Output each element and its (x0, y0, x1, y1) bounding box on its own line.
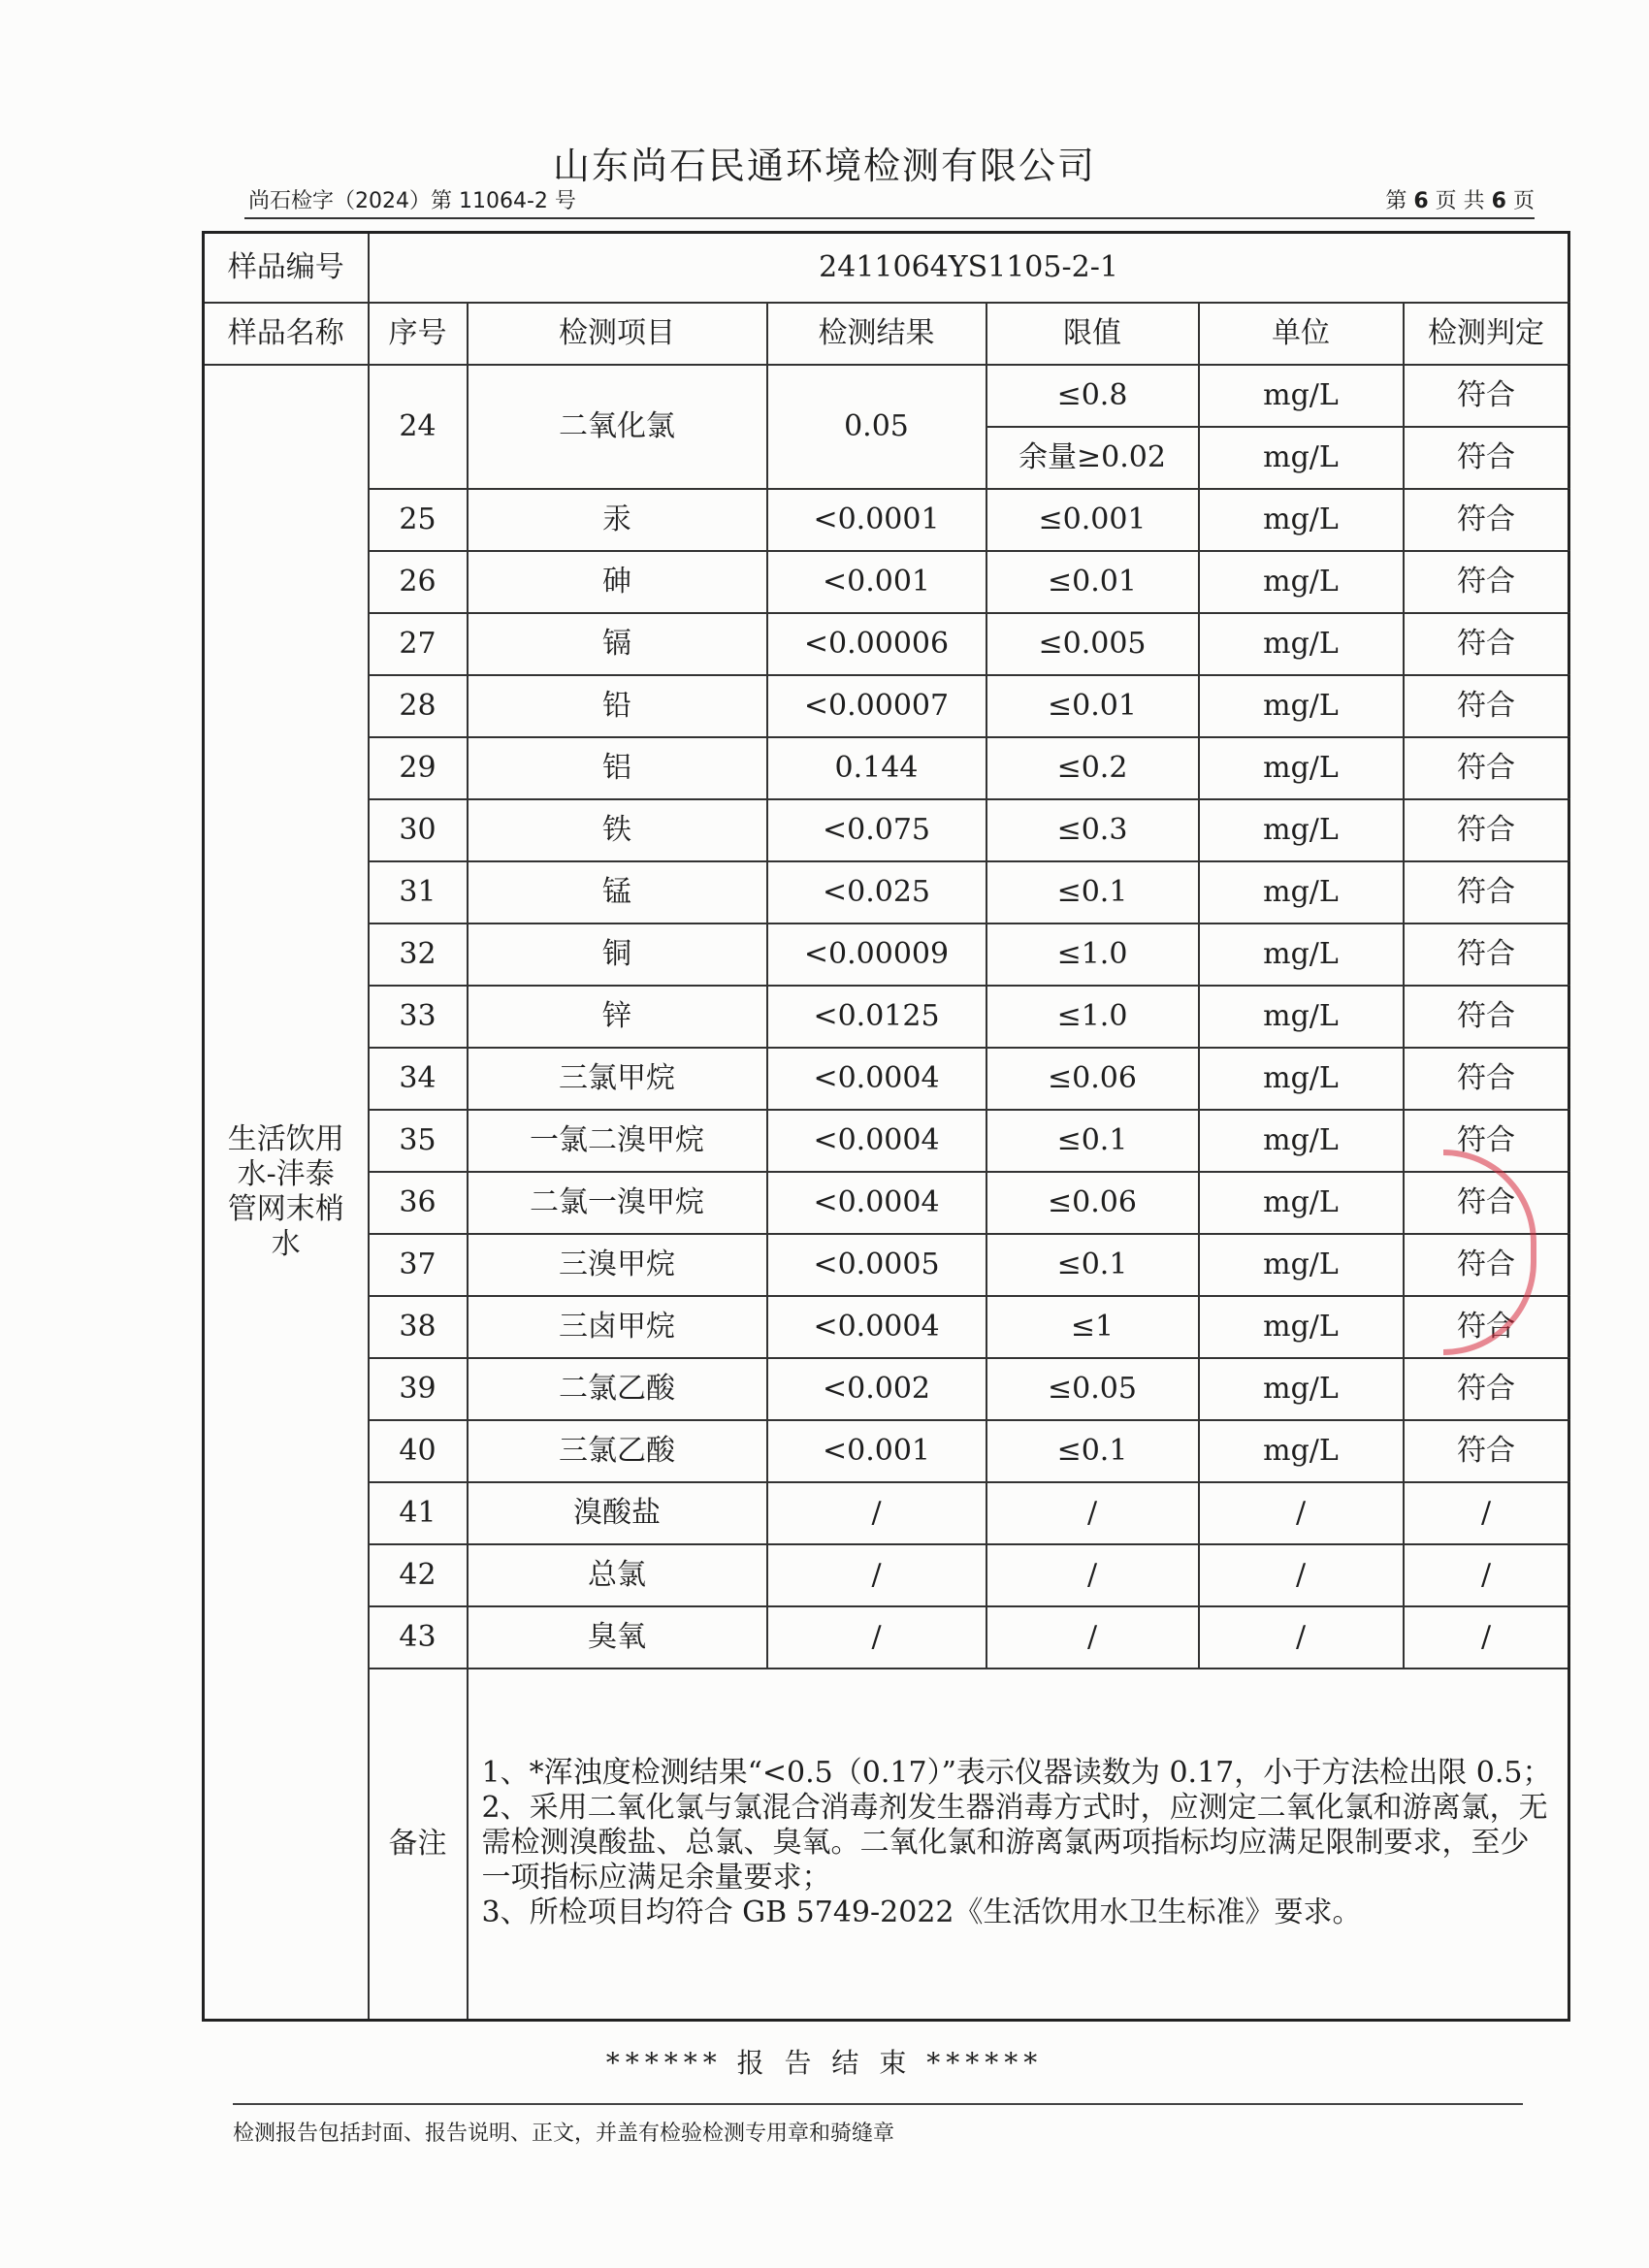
limit-value: ≤0.1 (986, 861, 1199, 923)
row-number: 34 (369, 1048, 468, 1110)
test-item: 三溴甲烷 (468, 1234, 767, 1296)
test-result: <0.075 (767, 799, 986, 861)
test-item: 锰 (468, 861, 767, 923)
footer-rule (233, 2103, 1523, 2105)
test-result: <0.0005 (767, 1234, 986, 1296)
limit-value: ≤0.1 (986, 1110, 1199, 1172)
unit: / (1199, 1606, 1404, 1669)
test-item: 三氯甲烷 (468, 1048, 767, 1110)
row-number: 32 (369, 923, 468, 986)
unit: mg/L (1199, 551, 1404, 613)
remarks-content (468, 1669, 1569, 2021)
test-item: 三卤甲烷 (468, 1296, 767, 1358)
table-row (204, 613, 1569, 675)
limit-value: ≤1.0 (986, 923, 1199, 986)
unit: mg/L (1199, 986, 1404, 1048)
sample-name-line: 生活饮用 (227, 1122, 344, 1156)
test-item: 溴酸盐 (468, 1482, 767, 1544)
verdict: 符合 (1404, 1420, 1569, 1482)
verdict: 符合 (1404, 1172, 1569, 1234)
unit: mg/L (1199, 1358, 1404, 1420)
page-total: 6 (1491, 189, 1506, 213)
table-row (204, 1172, 1569, 1234)
sample-name (204, 365, 369, 2021)
test-result: <0.0125 (767, 986, 986, 1048)
unit: mg/L (1199, 1048, 1404, 1110)
test-item: 汞 (468, 489, 767, 551)
unit: mg/L (1199, 861, 1404, 923)
remark-line: 3、所检项目均符合 GB 5749-2022《生活饮用水卫生标准》要求。 (481, 1895, 1362, 1929)
unit: mg/L (1199, 613, 1404, 675)
table-row (204, 861, 1569, 923)
test-item: 铜 (468, 923, 767, 986)
table-row (204, 1110, 1569, 1172)
test-result: <0.0004 (767, 1296, 986, 1358)
row-number: 26 (369, 551, 468, 613)
table-row (204, 1048, 1569, 1110)
test-result: <0.025 (767, 861, 986, 923)
report-number: 尚石检字（2024）第 11064-2 号 (248, 189, 576, 213)
limit-value: ≤0.06 (986, 1172, 1199, 1234)
limit-value: / (986, 1482, 1199, 1544)
limit-value: ≤0.01 (986, 675, 1199, 737)
verdict: 符合 (1404, 799, 1569, 861)
test-item: 一氯二溴甲烷 (468, 1110, 767, 1172)
limit-value: ≤0.001 (986, 489, 1199, 551)
row-number: 36 (369, 1172, 468, 1234)
row-number: 40 (369, 1420, 468, 1482)
limit-value: ≤0.1 (986, 1234, 1199, 1296)
unit: mg/L (1199, 1234, 1404, 1296)
verdict: 符合 (1404, 1358, 1569, 1420)
row-number: 28 (369, 675, 468, 737)
verdict: 符合 (1404, 986, 1569, 1048)
test-item: 砷 (468, 551, 767, 613)
test-item: 二氯一溴甲烷 (468, 1172, 767, 1234)
sample-name-line: 管网末梢 (227, 1192, 344, 1226)
unit: mg/L (1199, 737, 1404, 799)
verdict: 符合 (1404, 1048, 1569, 1110)
unit: / (1199, 1544, 1404, 1606)
row-number: 38 (369, 1296, 468, 1358)
col-header: 限值 (986, 303, 1199, 365)
sample-id-row (204, 233, 1569, 304)
test-result: <0.002 (767, 1358, 986, 1420)
remark-line: 1、*浑浊度检测结果“<0.5（0.17）”表示仪器读数为 0.17，小于方法检出限 0.5； (481, 1756, 1552, 1790)
row-number: 31 (369, 861, 468, 923)
col-header: 检测项目 (468, 303, 767, 365)
limit-value: ≤0.06 (986, 1048, 1199, 1110)
unit: mg/L (1199, 365, 1404, 427)
verdict: / (1404, 1482, 1569, 1544)
row-number: 33 (369, 986, 468, 1048)
table-row (204, 1358, 1569, 1420)
unit: mg/L (1199, 489, 1404, 551)
header-rule (244, 217, 1535, 219)
row-number: 27 (369, 613, 468, 675)
verdict: 符合 (1404, 551, 1569, 613)
remark-line: 2、采用二氧化氯与氯混合消毒剂发生器消毒方式时，应测定二氧化氯和游离氯，无需检测溴酸盐、总氯、臭氧。二氧化氯和游离氯两项指标均应满足限制要求，至少一项指标应满足余量要求； (481, 1791, 1548, 1895)
test-result: / (767, 1482, 986, 1544)
verdict: 符合 (1404, 1234, 1569, 1296)
test-item: 三氯乙酸 (468, 1420, 767, 1482)
test-result: <0.0004 (767, 1110, 986, 1172)
row-number: 43 (369, 1606, 468, 1669)
test-result: 0.05 (767, 365, 986, 489)
unit: mg/L (1199, 1420, 1404, 1482)
table-row (204, 1482, 1569, 1544)
row-number: 29 (369, 737, 468, 799)
test-item: 臭氧 (468, 1606, 767, 1669)
row-number: 25 (369, 489, 468, 551)
test-result: <0.0004 (767, 1172, 986, 1234)
limit-value: / (986, 1544, 1199, 1606)
limit-value: ≤0.3 (986, 799, 1199, 861)
unit: mg/L (1199, 1296, 1404, 1358)
row-number: 37 (369, 1234, 468, 1296)
table-row (204, 923, 1569, 986)
page-prefix: 第 (1385, 189, 1407, 213)
test-result: <0.001 (767, 551, 986, 613)
limit-value: ≤0.1 (986, 1420, 1199, 1482)
test-item: 铁 (468, 799, 767, 861)
unit: mg/L (1199, 1110, 1404, 1172)
test-result: / (767, 1606, 986, 1669)
footer-note: 检测报告包括封面、报告说明、正文，并盖有检验检测专用章和骑缝章 (233, 2122, 895, 2146)
report-end-mark: ****** 报 告 结 束 ****** (605, 2047, 1044, 2079)
table-row (204, 551, 1569, 613)
verdict: 符合 (1404, 923, 1569, 986)
unit: / (1199, 1482, 1404, 1544)
table-row (204, 986, 1569, 1048)
verdict: 符合 (1404, 489, 1569, 551)
row-number: 39 (369, 1358, 468, 1420)
col-header: 检测结果 (767, 303, 986, 365)
verdict: / (1404, 1544, 1569, 1606)
verdict: 符合 (1404, 861, 1569, 923)
page-indicator (1385, 184, 1535, 214)
company-title: 山东尚石民通环境检测有限公司 (552, 145, 1096, 187)
test-result: <0.00006 (767, 613, 986, 675)
sample-name-line: 水-沣泰 (237, 1157, 335, 1191)
page-suffix: 页 (1512, 189, 1535, 213)
unit: mg/L (1199, 427, 1404, 489)
table-row (204, 365, 1569, 427)
table-row (204, 675, 1569, 737)
unit: mg/L (1199, 923, 1404, 986)
verdict: 符合 (1404, 675, 1569, 737)
col-header: 单位 (1199, 303, 1404, 365)
limit-value: ≤1 (986, 1296, 1199, 1358)
remarks-label: 备注 (369, 1669, 468, 2021)
test-result: <0.001 (767, 1420, 986, 1482)
table-row (204, 1606, 1569, 1669)
verdict: / (1404, 1606, 1569, 1669)
row-number: 41 (369, 1482, 468, 1544)
limit-value: ≤0.01 (986, 551, 1199, 613)
unit: mg/L (1199, 675, 1404, 737)
verdict: 符合 (1404, 1110, 1569, 1172)
test-result: <0.00007 (767, 675, 986, 737)
verdict: 符合 (1404, 1296, 1569, 1358)
row-number: 35 (369, 1110, 468, 1172)
sample-name-line: 水 (271, 1227, 301, 1261)
test-result: <0.00009 (767, 923, 986, 986)
test-result: <0.0001 (767, 489, 986, 551)
table-row (204, 489, 1569, 551)
test-item: 铅 (468, 675, 767, 737)
limit-value: ≤1.0 (986, 986, 1199, 1048)
results-table (202, 231, 1570, 2022)
table-row (204, 1296, 1569, 1358)
remarks-row (204, 1669, 1569, 2021)
verdict: 符合 (1404, 365, 1569, 427)
page-mid: 页 共 (1435, 189, 1485, 213)
limit-value: ≤0.05 (986, 1358, 1199, 1420)
test-item: 锌 (468, 986, 767, 1048)
test-result: <0.0004 (767, 1048, 986, 1110)
test-result: 0.144 (767, 737, 986, 799)
test-item: 二氧化氯 (468, 365, 767, 489)
sample-id-value: 2411064YS1105-2-1 (369, 233, 1569, 304)
unit: mg/L (1199, 1172, 1404, 1234)
table-row (204, 1420, 1569, 1482)
test-result: / (767, 1544, 986, 1606)
verdict: 符合 (1404, 613, 1569, 675)
limit-value: / (986, 1606, 1199, 1669)
limit-value: 余量≥0.02 (986, 427, 1199, 489)
sample-id-label: 样品编号 (204, 233, 369, 304)
unit: mg/L (1199, 799, 1404, 861)
page-current: 6 (1413, 189, 1429, 213)
test-item: 镉 (468, 613, 767, 675)
row-number: 24 (369, 365, 468, 489)
col-header: 检测判定 (1404, 303, 1569, 365)
row-number: 42 (369, 1544, 468, 1606)
table-row (204, 1544, 1569, 1606)
verdict: 符合 (1404, 427, 1569, 489)
limit-value: ≤0.2 (986, 737, 1199, 799)
table-row (204, 799, 1569, 861)
test-item: 二氯乙酸 (468, 1358, 767, 1420)
verdict: 符合 (1404, 737, 1569, 799)
limit-value: ≤0.8 (986, 365, 1199, 427)
limit-value: ≤0.005 (986, 613, 1199, 675)
col-header: 样品名称 (204, 303, 369, 365)
test-item: 总氯 (468, 1544, 767, 1606)
test-item: 铝 (468, 737, 767, 799)
col-header: 序号 (369, 303, 468, 365)
table-row (204, 1234, 1569, 1296)
column-header-row (204, 303, 1569, 365)
row-number: 30 (369, 799, 468, 861)
table-row (204, 737, 1569, 799)
